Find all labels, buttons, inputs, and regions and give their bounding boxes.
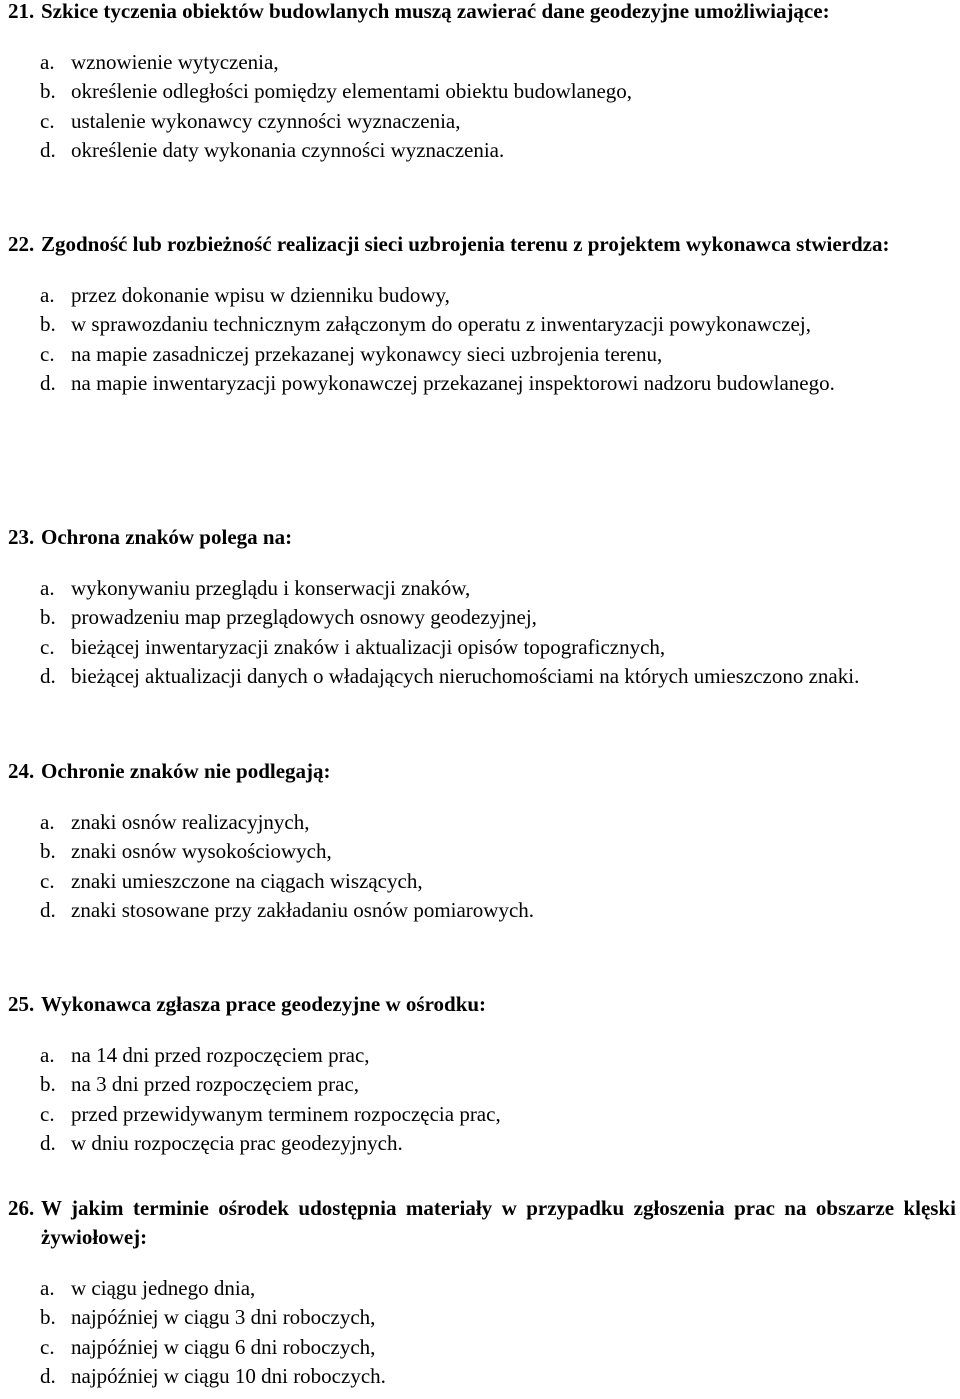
- answer-letter: b.: [40, 605, 56, 630]
- question-text: Szkice tyczenia obiektów budowlanych muszą zawierać dane geodezyjne umożliwiające:: [41, 0, 830, 23]
- answer-text: bieżącej inwentaryzacji znaków i aktualizacji opisów topograficznych,: [71, 634, 666, 659]
- answer-letter: c.: [40, 868, 55, 893]
- answer-d: [8, 1129, 956, 1158]
- answer-text: ustalenie wykonawcy czynności wyznaczenia,: [71, 108, 461, 133]
- answer-letter: b.: [40, 1305, 56, 1330]
- answer-a: [8, 1274, 956, 1303]
- question-number: 26.: [8, 1196, 35, 1220]
- answer-text: przez dokonanie wpisu w dzienniku budowy,: [71, 283, 450, 307]
- answer-a: [8, 1041, 956, 1070]
- answer-letter: a.: [40, 576, 55, 600]
- answer-letter: b.: [40, 312, 56, 337]
- question-number: 24.: [8, 759, 35, 783]
- answer-d: [8, 1362, 956, 1391]
- answer-letter: d.: [40, 138, 56, 163]
- question-number: 22.: [8, 232, 35, 256]
- answer-letter: d.: [40, 1131, 56, 1156]
- question-25: [8, 990, 956, 1159]
- answer-letter: d.: [40, 898, 56, 923]
- answer-c: [8, 107, 956, 136]
- question-text: W jakim terminie ośrodek udostępnia materiały w przypadku zgłoszenia prac na obszarze klęski żywiołowej:: [41, 1196, 956, 1249]
- answer-letter: b.: [40, 1072, 56, 1097]
- question-26: [8, 1194, 956, 1392]
- answer-text: na 3 dni przed rozpoczęciem prac,: [71, 1072, 360, 1097]
- answer-letter: d.: [40, 371, 56, 396]
- answer-a: [8, 48, 956, 77]
- question-number: 25.: [8, 992, 35, 1016]
- answer-text: przed przewidywanym terminem rozpoczęcia prac,: [71, 1101, 501, 1126]
- answer-text: określenie odległości pomiędzy elementami obiektu budowlanego,: [71, 79, 633, 104]
- answer-list: [8, 48, 956, 166]
- answer-letter: c.: [40, 634, 55, 659]
- answer-d: [8, 896, 956, 925]
- answer-list: [8, 1041, 956, 1159]
- question-number: 23.: [8, 525, 35, 549]
- answer-c: [8, 1333, 956, 1362]
- answer-b: [8, 310, 956, 339]
- answer-text: na 14 dni przed rozpoczęciem prac,: [71, 1043, 370, 1067]
- answer-a: [8, 808, 956, 837]
- answer-letter: a.: [40, 1043, 55, 1067]
- question-text: Ochronie znaków nie podlegają:: [41, 759, 331, 783]
- answer-a: [8, 281, 956, 310]
- answer-c: [8, 867, 956, 896]
- answer-text: określenie daty wykonania czynności wyznaczenia.: [71, 138, 505, 163]
- answer-c: [8, 1100, 956, 1129]
- answer-letter: c.: [40, 1334, 55, 1359]
- answer-text: prowadzeniu map przeglądowych osnowy geodezyjnej,: [71, 605, 537, 630]
- answer-text: w dniu rozpoczęcia prac geodezyjnych.: [71, 1131, 403, 1156]
- answer-b: [8, 603, 956, 632]
- answer-d: [8, 662, 956, 691]
- answer-text: na mapie zasadniczej przekazanej wykonawcy sieci uzbrojenia terenu,: [71, 341, 663, 366]
- answer-text: znaki osnów wysokościowych,: [71, 839, 332, 864]
- answer-letter: d.: [40, 1364, 56, 1389]
- answer-list: [8, 574, 956, 692]
- answer-text: znaki osnów realizacyjnych,: [71, 810, 310, 834]
- question-number: 21.: [8, 0, 35, 23]
- question-text: Wykonawca zgłasza prace geodezyjne w ośrodku:: [41, 992, 487, 1016]
- answer-text: w sprawozdaniu technicznym załączonym do operatu z inwentaryzacji powykonawczej,: [71, 312, 811, 337]
- answer-c: [8, 340, 956, 369]
- question-text: Ochrona znaków polega na:: [41, 525, 293, 549]
- question-title: [8, 523, 956, 552]
- answer-text: na mapie inwentaryzacji powykonawczej przekazanej inspektorowi nadzoru budowlanego.: [71, 371, 835, 396]
- question-text: Zgodność lub rozbieżność realizacji sieci uzbrojenia terenu z projektem wykonawca stwierdza:: [41, 232, 890, 256]
- answer-letter: d.: [40, 664, 56, 689]
- answer-letter: a.: [40, 1276, 55, 1300]
- answer-text: w ciągu jednego dnia,: [71, 1276, 256, 1300]
- answer-c: [8, 633, 956, 662]
- answer-text: najpóźniej w ciągu 6 dni roboczych,: [71, 1334, 376, 1359]
- question-title: [8, 0, 956, 26]
- answer-b: [8, 77, 956, 106]
- answer-letter: b.: [40, 79, 56, 104]
- answer-d: [8, 136, 956, 165]
- answer-text: znaki stosowane przy zakładaniu osnów pomiarowych.: [71, 898, 535, 923]
- answer-letter: c.: [40, 108, 55, 133]
- answer-text: znaki umieszczone na ciągach wiszących,: [71, 868, 423, 893]
- answer-d: [8, 369, 956, 398]
- question-title: [8, 757, 956, 786]
- question-24: [8, 757, 956, 926]
- answer-b: [8, 837, 956, 866]
- answer-letter: c.: [40, 341, 55, 366]
- question-23: [8, 523, 956, 692]
- answer-text: najpóźniej w ciągu 3 dni roboczych,: [71, 1305, 376, 1330]
- answer-a: [8, 574, 956, 603]
- question-title: [8, 990, 956, 1019]
- answer-list: [8, 281, 956, 399]
- answer-letter: b.: [40, 839, 56, 864]
- question-21: [8, 0, 956, 166]
- answer-b: [8, 1303, 956, 1332]
- answer-letter: c.: [40, 1101, 55, 1126]
- answer-list: [8, 1274, 956, 1392]
- answer-text: wznowienie wytyczenia,: [71, 50, 279, 74]
- answer-list: [8, 808, 956, 926]
- answer-b: [8, 1070, 956, 1099]
- question-22: [8, 230, 956, 399]
- question-title: [8, 230, 956, 259]
- answer-text: bieżącej aktualizacji danych o władających nieruchomościami na których umieszczono znaki.: [71, 664, 860, 689]
- question-title: [8, 1194, 956, 1252]
- answer-letter: a.: [40, 283, 55, 307]
- answer-text: wykonywaniu przeglądu i konserwacji znaków,: [71, 576, 471, 600]
- answer-text: najpóźniej w ciągu 10 dni roboczych.: [71, 1364, 386, 1389]
- answer-letter: a.: [40, 50, 55, 74]
- answer-letter: a.: [40, 810, 55, 834]
